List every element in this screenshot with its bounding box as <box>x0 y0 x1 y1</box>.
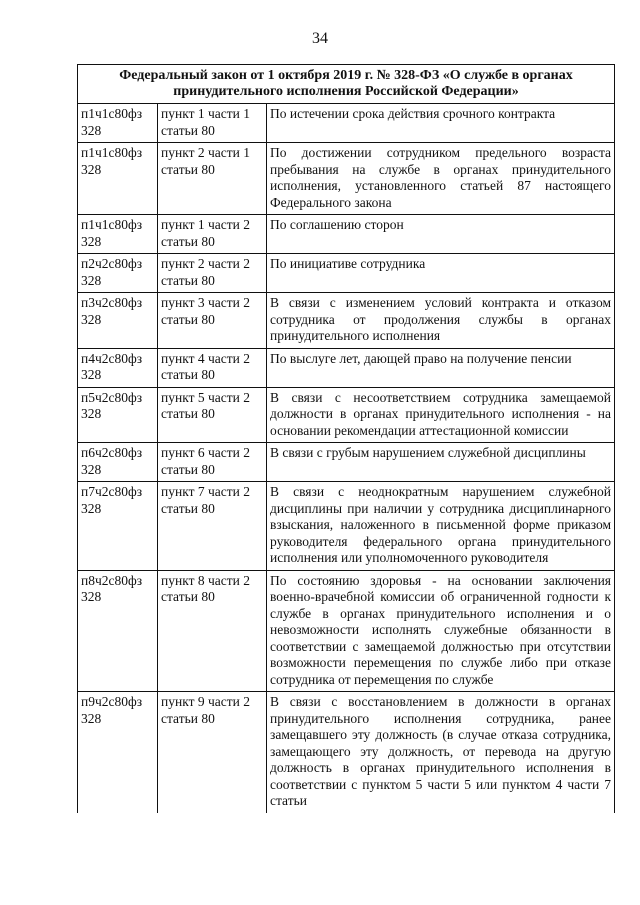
code-cell: п2ч2с80фз 328 <box>78 254 158 293</box>
description-cell: По инициативе сотрудника <box>267 254 615 293</box>
description-cell: По соглашению сторон <box>267 215 615 254</box>
reference-cell: пункт 2 части 1 статьи 80 <box>158 143 267 215</box>
table-row <box>78 293 615 349</box>
reference-cell: пункт 1 части 2 статьи 80 <box>158 215 267 254</box>
table-row <box>78 215 615 254</box>
reference-cell: пункт 5 части 2 статьи 80 <box>158 387 267 443</box>
table-row <box>78 348 615 387</box>
table-row <box>78 104 615 143</box>
code-cell: п1ч1с80фз 328 <box>78 104 158 143</box>
table-row <box>78 443 615 482</box>
code-cell: п8ч2с80фз 328 <box>78 570 158 692</box>
description-cell: В связи с восстановлением в должности в органах принудительного исполнения сотрудника, ранее замещавшего эту должность (в случае отказа сотрудника, замещающего эту должность, от перевода на другую должность в органах принудительного исполнения в соответствии с пунктом 5 части 5 или пунктом 4 части 7 статьи <box>267 692 615 813</box>
table-row <box>78 482 615 571</box>
description-cell: В связи с изменением условий контракта и отказом сотрудника от продолжения службы в органах принудительного исполнения <box>267 293 615 349</box>
code-cell: п9ч2с80фз 328 <box>78 692 158 813</box>
law-title: Федеральный закон от 1 октября 2019 г. № 328-ФЗ «О службе в органах принудительного исполнения Российской Федерации» <box>78 65 615 104</box>
table-header-row <box>78 65 615 104</box>
code-cell: п1ч1с80фз 328 <box>78 215 158 254</box>
table-row <box>78 143 615 215</box>
reference-cell: пункт 6 части 2 статьи 80 <box>158 443 267 482</box>
table-row <box>78 387 615 443</box>
code-cell: п4ч2с80фз 328 <box>78 348 158 387</box>
code-cell: п1ч1с80фз 328 <box>78 143 158 215</box>
description-cell: По состоянию здоровья - на основании заключения военно-врачебной комиссии об ограниченной годности к службе в органах принудительного исполнения и о невозможности исполнять служебные обязанности в соответствии с замещаемой должностью при отсутствии возможности перемещения по службе либо при отказе сотрудника от перемещения по службе <box>267 570 615 692</box>
reference-cell: пункт 2 части 2 статьи 80 <box>158 254 267 293</box>
reference-cell: пункт 7 части 2 статьи 80 <box>158 482 267 571</box>
description-cell: В связи с грубым нарушением служебной дисциплины <box>267 443 615 482</box>
table-row <box>78 254 615 293</box>
dismissal-grounds-table <box>77 64 615 813</box>
page-number: 34 <box>312 30 328 47</box>
code-cell: п3ч2с80фз 328 <box>78 293 158 349</box>
description-cell: В связи с неоднократным нарушением служебной дисциплины при наличии у сотрудника дисциплинарного взыскания, наложенного в письменной форме приказом руководителя федерального органа принудительного исполнения или уполномоченного руководителя <box>267 482 615 571</box>
table-row <box>78 692 615 813</box>
description-cell: По истечении срока действия срочного контракта <box>267 104 615 143</box>
reference-cell: пункт 4 части 2 статьи 80 <box>158 348 267 387</box>
description-cell: В связи с несоответствием сотрудника замещаемой должности в органах принудительного исполнения - на основании рекомендации аттестационной комиссии <box>267 387 615 443</box>
code-cell: п7ч2с80фз 328 <box>78 482 158 571</box>
reference-cell: пункт 1 части 1 статьи 80 <box>158 104 267 143</box>
reference-cell: пункт 9 части 2 статьи 80 <box>158 692 267 813</box>
table-row <box>78 570 615 692</box>
code-cell: п6ч2с80фз 328 <box>78 443 158 482</box>
code-cell: п5ч2с80фз 328 <box>78 387 158 443</box>
reference-cell: пункт 8 части 2 статьи 80 <box>158 570 267 692</box>
reference-cell: пункт 3 части 2 статьи 80 <box>158 293 267 349</box>
description-cell: По выслуге лет, дающей право на получение пенсии <box>267 348 615 387</box>
description-cell: По достижении сотрудником предельного возраста пребывания на службе в органах принудительного исполнения, установленного статьей 87 настоящего Федерального закона <box>267 143 615 215</box>
